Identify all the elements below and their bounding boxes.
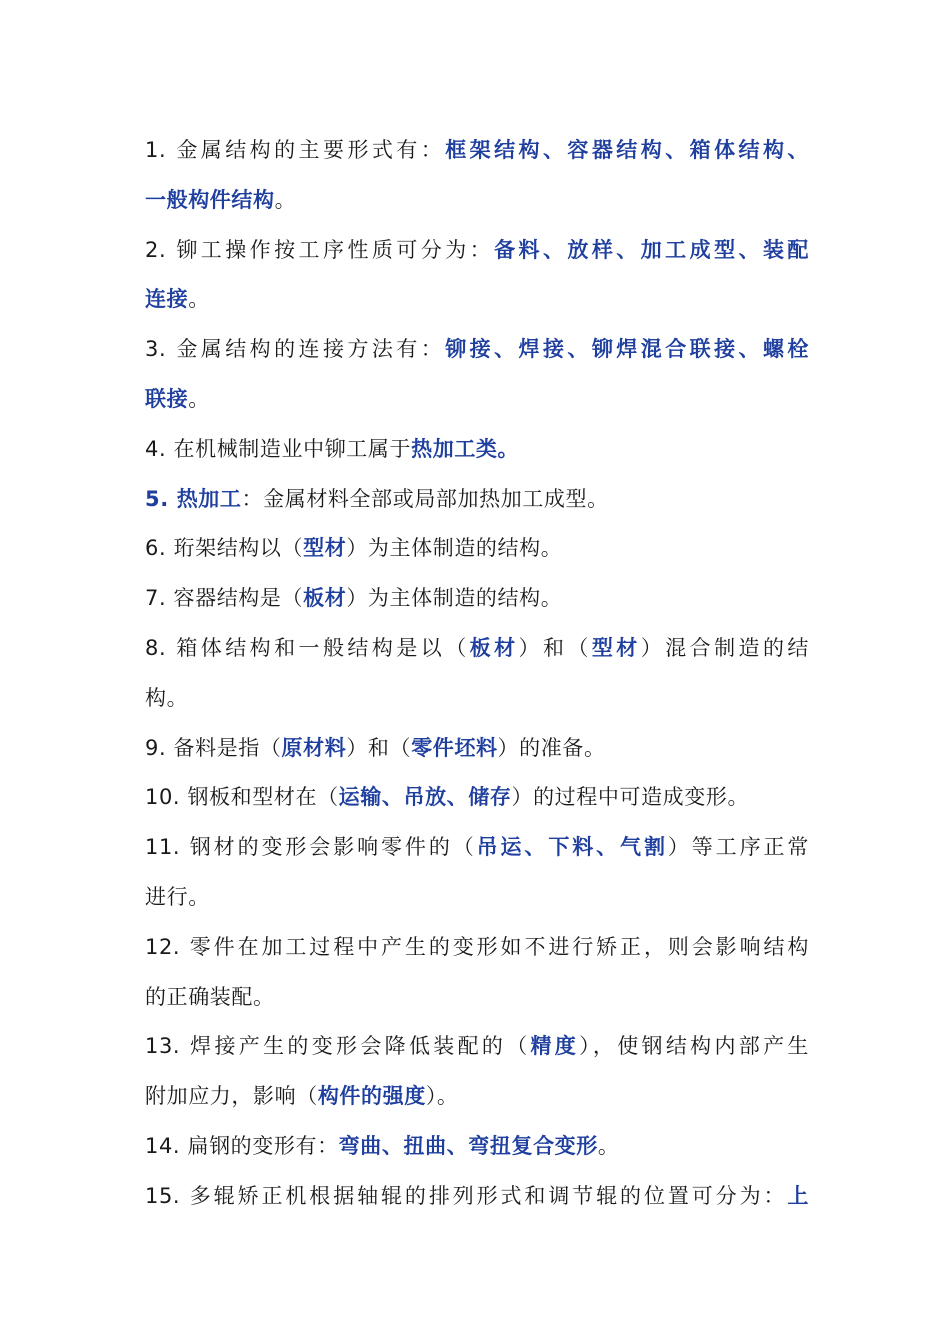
answer-text: 吊运、下料、气割: [476, 835, 668, 860]
text-line: [145, 275, 809, 325]
text-line: [145, 325, 809, 375]
text-line: [145, 624, 809, 674]
text-line: [145, 773, 809, 823]
question-text: ）为主体制造的结构。: [346, 586, 563, 611]
answer-text: 铆接、焊接、铆焊混合联接、螺栓: [445, 337, 809, 362]
answer-text: 构件的强度: [317, 1084, 426, 1109]
question-text: 。: [597, 1133, 620, 1158]
question-text: ）和（: [346, 735, 412, 760]
text-line: [145, 425, 809, 475]
text-line: [145, 375, 809, 425]
question-text: 进行。: [145, 884, 210, 909]
question-text: 附加应力，影响（: [145, 1084, 318, 1109]
text-line: [145, 574, 809, 624]
question-text: 11. 钢材的变形会影响零件的（: [145, 835, 477, 860]
question-text: ），使钢结构内部产生: [579, 1034, 809, 1059]
answer-text: 热加工类。: [411, 436, 520, 461]
text-line: [145, 1172, 809, 1222]
text-line: [145, 674, 809, 724]
question-text: 。: [188, 287, 210, 312]
question-text: ）等工序正常: [667, 835, 809, 860]
question-text: 的正确装配。: [145, 984, 275, 1009]
answer-text: 框架结构、容器结构、箱体结构、: [445, 138, 809, 162]
question-text: 10. 钢板和型材在（: [145, 785, 339, 810]
text-line: [145, 1022, 809, 1072]
answer-text: 零件坯料: [411, 735, 498, 760]
question-text: 构。: [145, 685, 189, 710]
text-line: [145, 524, 809, 574]
text-line: [145, 226, 809, 276]
answer-text: 联接: [145, 386, 189, 411]
answer-text: 板材: [303, 586, 347, 611]
question-text: ：金属材料全部或局部加热加工成型。: [241, 486, 609, 511]
text-line: [145, 1122, 809, 1172]
text-line: [145, 973, 809, 1023]
text-line: [145, 126, 809, 176]
question-text: 7. 容器结构是（: [145, 586, 304, 611]
question-text: ）和（: [518, 635, 592, 660]
question-text: 4. 在机械制造业中铆工属于: [145, 436, 412, 461]
question-text: ）的准备。: [497, 735, 606, 760]
answer-text: 原材料: [281, 735, 347, 760]
question-text: 1. 金属结构的主要形式有：: [145, 138, 446, 162]
answer-text: 一般构件结构: [145, 187, 275, 212]
question-text: 。: [274, 187, 297, 212]
question-text: ）混合制造的结: [640, 635, 809, 660]
text-line: [145, 724, 809, 774]
answer-text: 型材: [591, 635, 641, 660]
answer-text: 5. 热加工: [145, 486, 242, 511]
answer-text: 精度: [530, 1034, 580, 1059]
question-text: 8. 箱体结构和一般结构是以（: [145, 635, 470, 660]
answer-text: 弯曲、扭曲、弯扭复合变形: [338, 1133, 598, 1158]
question-text: 12. 零件在加工过程中产生的变形如不进行矫正，则会影响结构: [145, 934, 809, 959]
text-line: [145, 823, 809, 873]
question-text: 6. 珩架结构以（: [145, 536, 304, 561]
text-line: [145, 873, 809, 923]
question-text: 3. 金属结构的连接方法有：: [145, 337, 446, 362]
question-text: 15. 多辊矫正机根据轴辊的排列形式和调节辊的位置可分为：: [145, 1183, 788, 1208]
text-line: [145, 176, 809, 226]
question-text: 9. 备料是指（: [145, 735, 282, 760]
answer-text: 连接: [145, 287, 189, 312]
answer-text: 上: [787, 1183, 809, 1208]
question-text: ）。: [425, 1084, 459, 1109]
question-text: 13. 焊接产生的变形会降低装配的（: [145, 1034, 531, 1059]
answer-text: 板材: [469, 635, 519, 660]
answer-text: 运输、吊放、储存: [338, 785, 512, 810]
question-text: ）的过程中可造成变形。: [511, 785, 750, 810]
text-line: [145, 1072, 809, 1122]
question-text: ）为主体制造的结构。: [346, 536, 563, 561]
answer-text: 型材: [303, 536, 347, 561]
answer-text: 备料、放样、加工成型、装配: [494, 237, 809, 262]
document-body: [145, 126, 809, 1222]
text-line: [145, 923, 809, 973]
text-line: [145, 475, 809, 525]
question-text: 2. 铆工操作按工序性质可分为：: [145, 237, 495, 262]
question-text: 。: [188, 386, 210, 411]
question-text: 14. 扁钢的变形有：: [145, 1133, 339, 1158]
